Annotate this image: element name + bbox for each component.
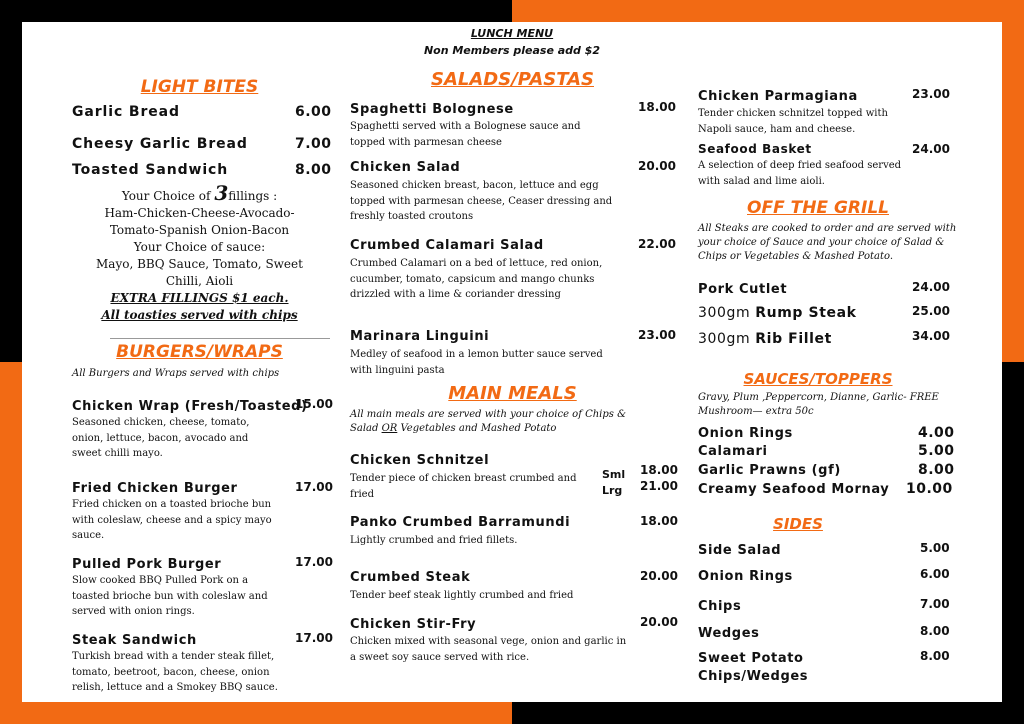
item-name: Pork Cutlet [698, 282, 788, 297]
item-price: 18.00 [638, 100, 676, 114]
salads-heading: SALADS/PASTAS [431, 69, 594, 90]
toastie-note: All toasties served with chips [101, 308, 298, 322]
burgers-note: All Burgers and Wraps served with chips [72, 368, 280, 379]
sauce-heading: Your Choice of sauce: [133, 240, 266, 254]
item-name: Cheesy Garlic Bread [72, 136, 248, 152]
size-small-label: Sml [602, 468, 626, 481]
item-description: Turkish bread with a tender steak fillet, tomato, beetroot, bacon, cheese, onion relish, lettuce and a Smokey BBQ sauce. [72, 651, 278, 693]
sauce-line: Chilli, Aioli [165, 274, 234, 288]
item-price: 20.00 [640, 615, 678, 629]
item-name: Chips [698, 599, 742, 614]
item-name: Panko Crumbed Barramundi [350, 515, 571, 530]
menu-title: LUNCH MENU [470, 27, 554, 40]
section-divider [110, 338, 330, 339]
item-price: 23.00 [912, 87, 950, 101]
fillings-line: Tomato-Spanish Onion-Bacon [109, 223, 290, 237]
item-name: Chicken Wrap (Fresh/Toasted) [72, 399, 308, 414]
item-price: 17.00 [295, 555, 333, 569]
item-name: Crumbed Calamari Salad [350, 238, 544, 253]
light-bites-heading: LIGHT BITES [140, 77, 259, 97]
item-name: 300gm Rib Fillet [698, 331, 832, 347]
item-name: Chicken Salad [350, 160, 461, 175]
sauces-heading: SAUCES/TOPPERS [743, 370, 893, 388]
menu-subtitle: Non Members please add $2 [423, 44, 601, 57]
item-name: Fried Chicken Burger [72, 481, 238, 496]
fillings-block [62, 181, 337, 324]
item-name: Crumbed Steak [350, 570, 471, 585]
item-price: 17.00 [295, 631, 333, 645]
item-name: Toasted Sandwich [72, 162, 229, 178]
item-price: 5.00 [920, 541, 950, 555]
item-description: Fried chicken on a toasted brioche bun with coleslaw, cheese and a spicy mayo sauce. [72, 499, 272, 541]
item-price: 25.00 [912, 304, 950, 318]
item-name: Chicken Stir-Fry [350, 617, 477, 632]
item-name: Chicken Schnitzel [350, 453, 490, 468]
item-price: 34.00 [912, 329, 950, 343]
item-price: 6.00 [920, 567, 950, 581]
main-meals-heading: MAIN MEALS [448, 383, 577, 404]
size-large-label: Lrg [602, 484, 623, 497]
menu-page [22, 22, 1002, 702]
item-name: Seafood Basket [698, 142, 812, 156]
item-name: Spaghetti Bolognese [350, 102, 514, 117]
grill-note: All Steaks are cooked to order and are served with your choice of Sauce and your choice of Salad & Chips or Vegetables & Mashed Potato. [698, 223, 957, 262]
item-price: 23.00 [638, 328, 676, 342]
item-price: 24.00 [912, 142, 950, 156]
item-name: Side Salad [698, 543, 782, 558]
item-price: 5.00 [918, 443, 955, 459]
item-description: Spaghetti served with a Bolognese sauce and topped with parmesan cheese [350, 121, 581, 148]
item-price-small: 18.00 [640, 463, 678, 477]
item-price: 17.00 [295, 480, 333, 494]
item-price: 8.00 [920, 624, 950, 638]
sides-heading: SIDES [773, 515, 823, 533]
item-name: Creamy Seafood Mornay [698, 482, 890, 497]
item-description: Tender piece of chicken breast crumbed and fried [350, 473, 577, 500]
item-description: Tender chicken schnitzel topped with Napoli sauce, ham and cheese. [698, 108, 888, 135]
item-price: 24.00 [912, 280, 950, 294]
item-name: Calamari [698, 444, 768, 459]
item-price: 15.00 [295, 397, 333, 411]
item-price: 10.00 [906, 481, 953, 497]
item-price: 6.00 [295, 104, 332, 120]
extra-fillings-note: EXTRA FILLINGS $1 each. [110, 291, 289, 305]
sauces-note: Gravy, Plum ,Peppercorn, Dianne, Garlic- FREE Mushroom— extra 50c [698, 392, 939, 417]
item-price: 8.00 [918, 462, 955, 478]
item-description: Tender beef steak lightly crumbed and fried [350, 590, 574, 601]
main-meals-note: All main meals are served with your choice of Chips & Salad OR Vegetables and Mashed Potato [350, 409, 626, 434]
item-name: Wedges [698, 626, 760, 641]
item-price: 22.00 [638, 237, 676, 251]
item-name: Garlic Bread [72, 104, 180, 120]
item-name: 300gm Rump Steak [698, 305, 857, 321]
item-price: 4.00 [918, 425, 955, 441]
item-price: 7.00 [920, 597, 950, 611]
item-description: Slow cooked BBQ Pulled Pork on a toasted brioche bun with coleslaw and served with onion rings. [72, 575, 268, 617]
item-description: Seasoned chicken breast, bacon, lettuce and egg topped with parmesan cheese, Ceaser dressing and freshly toasted croutons [350, 180, 613, 222]
grill-heading: OFF THE GRILL [747, 198, 889, 218]
fillings-line: Ham-Chicken-Cheese-Avocado- [104, 206, 295, 220]
item-price: 18.00 [640, 514, 678, 528]
item-price: 8.00 [295, 162, 332, 178]
item-name: Onion Rings [698, 426, 793, 441]
sauce-line: Mayo, BBQ Sauce, Tomato, Sweet [96, 257, 303, 271]
item-name: Pulled Pork Burger [72, 557, 222, 572]
fillings-choice: Your Choice of 3fillings : [121, 181, 278, 205]
item-price: 7.00 [295, 136, 332, 152]
item-name: Sweet Potato [698, 651, 804, 666]
item-price: 20.00 [638, 159, 676, 173]
item-name: Marinara Linguini [350, 329, 490, 344]
item-name-line2: Chips/Wedges [698, 669, 809, 684]
item-name: Chicken Parmagiana [698, 89, 858, 104]
item-description: Crumbed Calamari on a bed of lettuce, red onion, cucumber, tomato, capsicum and mango chunks drizzled with a lime & coriander dressing [350, 258, 603, 300]
item-name: Onion Rings [698, 569, 793, 584]
item-price: 8.00 [920, 649, 950, 663]
item-name: Garlic Prawns (gf) [698, 463, 841, 478]
item-description: Seasoned chicken, cheese, tomato, onion, lettuce, bacon, avocado and sweet chilli mayo. [72, 417, 250, 459]
item-description: A selection of deep fried seafood served with salad and lime aioli. [698, 160, 902, 187]
item-name: Steak Sandwich [72, 633, 197, 648]
item-description: Medley of seafood in a lemon butter sauce served with linguini pasta [350, 349, 603, 376]
item-price: 20.00 [640, 569, 678, 583]
item-price-large: 21.00 [640, 479, 678, 493]
item-description: Lightly crumbed and fried fillets. [350, 535, 518, 546]
item-description: Chicken mixed with seasonal vege, onion and garlic in a sweet soy sauce served with rice. [350, 636, 627, 663]
burgers-heading: BURGERS/WRAPS [116, 342, 283, 362]
